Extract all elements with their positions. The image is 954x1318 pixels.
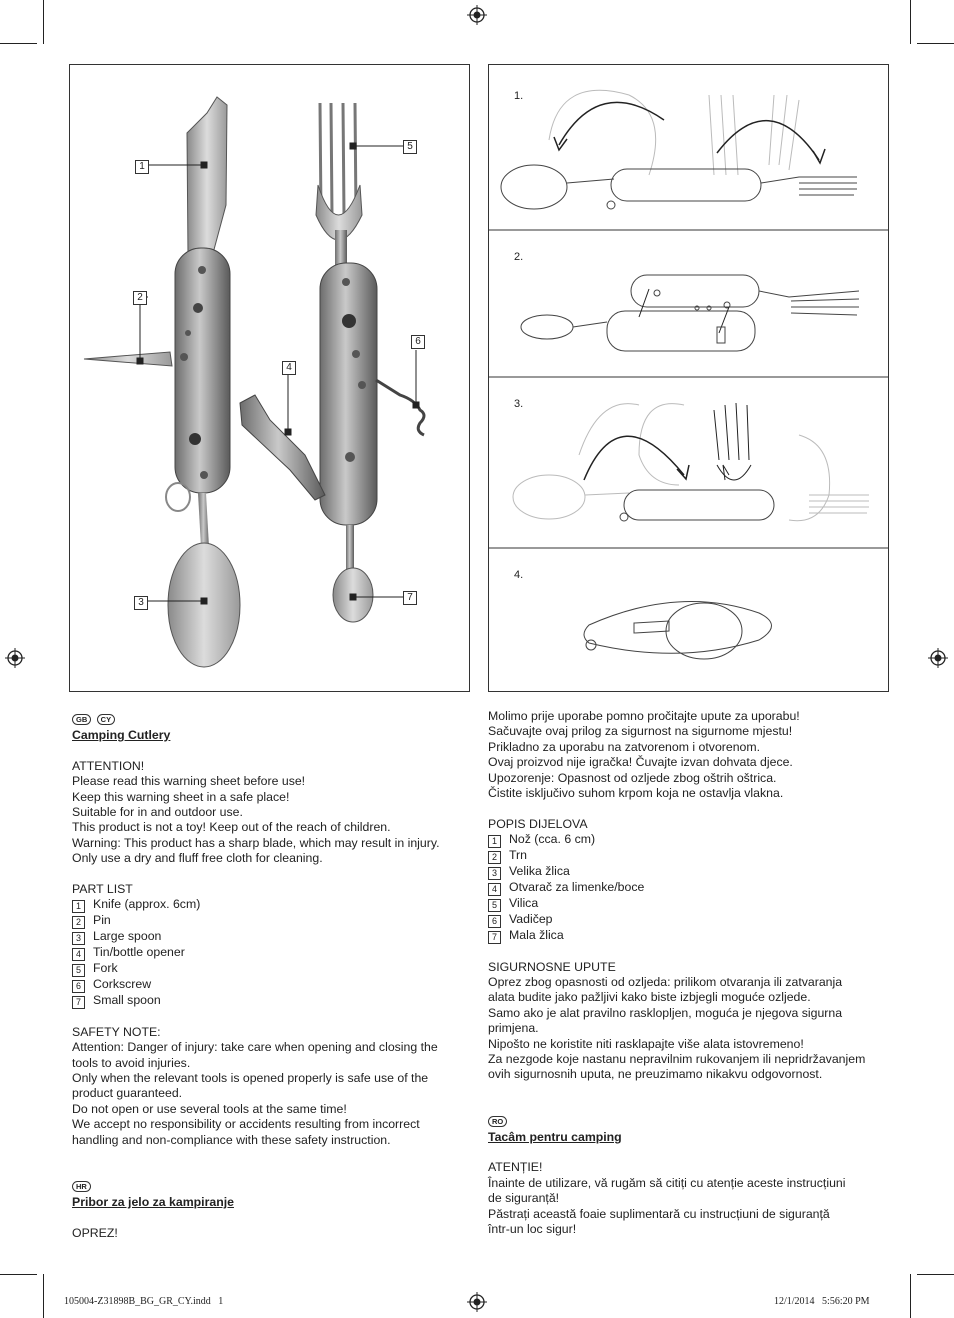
part-list-item: 5 Vilica <box>488 896 888 912</box>
part-list-item: 6 Corkscrew <box>72 977 467 993</box>
step-label-4: 4. <box>514 569 524 581</box>
language-badge-cy: CY <box>97 714 115 725</box>
part-list-item: 3 Large spoon <box>72 929 467 945</box>
callout-4: 4 <box>282 361 296 375</box>
crop-mark <box>917 43 954 44</box>
footer-date: 12/1/2014 5:56:20 PM <box>774 1296 870 1307</box>
crop-mark <box>917 1274 954 1275</box>
part-list-item: 3 Velika žlica <box>488 864 888 880</box>
part-list-item: 5 Fork <box>72 961 467 977</box>
language-badge-hr: HR <box>72 1181 91 1192</box>
step-label-1: 1. <box>514 90 524 102</box>
text-line: Keep this warning sheet in a safe place! <box>72 789 290 804</box>
registration-mark-icon <box>928 648 948 668</box>
language-badge-gb: GB <box>72 714 91 725</box>
text-line: Sačuvajte ovaj prilog za sigurnost na sigurnome mjestu! <box>488 724 793 739</box>
safety-heading: SIGURNOSNE UPUTE <box>488 959 616 974</box>
text-line: ovih sigurnosnih uputa, ne preuzimamo nikakvu odgovornost. <box>488 1067 823 1082</box>
text-line: Suitable for in and outdoor use. <box>72 805 243 820</box>
crop-mark <box>0 43 37 44</box>
text-line: Only use a dry and fluff free cloth for cleaning. <box>72 851 323 866</box>
text-line: OPREZ! <box>72 1225 118 1240</box>
callout-1: 1 <box>135 160 149 174</box>
text-line: Only when the relevant tools is opened properly is safe use of the <box>72 1071 429 1086</box>
text-column-right <box>488 709 888 1237</box>
crop-mark <box>910 0 911 44</box>
safety-heading: SAFETY NOTE: <box>72 1024 161 1039</box>
text-line: handling and non-compliance with these safety instruction. <box>72 1132 391 1147</box>
text-line: ATTENTION! <box>72 758 145 773</box>
language-badges-ro <box>488 1114 888 1130</box>
product-photo-panel <box>69 64 470 692</box>
part-list-item: 1 Nož (cca. 6 cm) <box>488 832 888 848</box>
text-line: We accept no responsibility or accidents resulting from incorrect <box>72 1117 420 1132</box>
text-line: Ovaj proizvod nije igračka! Čuvajte izvan dohvata djece. <box>488 755 793 770</box>
language-badges-hr <box>72 1179 467 1195</box>
crop-mark <box>910 1274 911 1318</box>
callout-2: 2 <box>133 291 147 305</box>
step-label-2: 2. <box>514 251 524 263</box>
text-line: de siguranță! <box>488 1191 560 1206</box>
text-line: Čistite isključivo suhom krpom koja ne ostavlja vlakna. <box>488 786 784 801</box>
callout-6: 6 <box>411 335 425 349</box>
text-line: într-un loc sigur! <box>488 1222 577 1237</box>
part-list-item: 7 Mala žlica <box>488 928 888 944</box>
text-line: Samo ako je alat pravilno rasklopljen, moguća je njegova sigurna <box>488 1005 843 1020</box>
text-line: primjena. <box>488 1021 539 1036</box>
step-label-3: 3. <box>514 398 524 410</box>
text-line: Prikladno za uporabu na zatvorenom i otvorenom. <box>488 739 761 754</box>
crop-mark <box>43 0 44 44</box>
language-badges-gb-cy <box>72 712 467 728</box>
text-line: Înainte de utilizare, vă rugăm să citiți cu atenție aceste instrucțiuni <box>488 1175 846 1190</box>
crop-mark <box>43 1274 44 1318</box>
footer-file-name: 105004-Z31898B_BG_GR_CY.indd 1 <box>64 1296 224 1307</box>
part-list-item: 2 Trn <box>488 848 888 864</box>
text-line: Molimo prije uporabe pomno pročitajte upute za uporabu! <box>488 709 800 723</box>
text-line: product guaranteed. <box>72 1086 183 1101</box>
callout-5: 5 <box>403 140 417 154</box>
part-list-item: 4 Otvarač za limenke/boce <box>488 880 888 896</box>
registration-mark-icon <box>5 648 25 668</box>
text-line: Upozorenje: Opasnost od ozljede zbog oštrih oštrica. <box>488 770 777 785</box>
text-line: ATENȚIE! <box>488 1160 543 1175</box>
part-list-item: 4 Tin/bottle opener <box>72 945 467 961</box>
part-list-item: 6 Vadičep <box>488 912 888 928</box>
language-badge-ro: RO <box>488 1116 507 1127</box>
text-column-left <box>72 712 467 1241</box>
text-line: tools to avoid injuries. <box>72 1055 191 1070</box>
section-title-ro: Tacâm pentru camping <box>488 1129 622 1144</box>
callout-7: 7 <box>403 591 417 605</box>
part-list-item: 7 Small spoon <box>72 993 467 1009</box>
text-line: alata budite jako pažljivi kako biste izbjegli moguće ozljede. <box>488 990 811 1005</box>
part-list-item: 2 Pin <box>72 913 467 929</box>
registration-mark-icon <box>467 5 487 25</box>
text-line: Warning: This product has a sharp blade, which may result in injury. <box>72 835 440 850</box>
text-line: Please read this warning sheet before use! <box>72 774 306 789</box>
text-line: Do not open or use several tools at the same time! <box>72 1101 347 1116</box>
part-list-heading: POPIS DIJELOVA <box>488 816 588 831</box>
text-line: Păstrați această foaie suplimentară cu instrucțiuni de siguranță <box>488 1206 830 1221</box>
text-line: Za nezgode koje nastanu nepravilnim rukovanjem ili nepridržavanjem <box>488 1052 866 1067</box>
part-list-heading: PART LIST <box>72 882 133 897</box>
folding-steps-illustration <box>489 65 888 691</box>
text-line: Nipošto ne koristite niti rasklapajte više alata istovremeno! <box>488 1036 804 1051</box>
section-title-gb: Camping Cutlery <box>72 728 171 742</box>
callout-3: 3 <box>134 596 148 610</box>
text-line: Attention: Danger of injury: take care when opening and closing the <box>72 1040 438 1055</box>
section-title-hr: Pribor za jelo za kampiranje <box>72 1194 234 1209</box>
crop-mark <box>0 1274 37 1275</box>
text-line: Oprez zbog opasnosti od ozljeda: prilikom otvaranja ili zatvaranja <box>488 975 843 990</box>
part-list-item: 1 Knife (approx. 6cm) <box>72 897 467 913</box>
registration-mark-icon <box>467 1292 487 1312</box>
steps-panel <box>488 64 889 692</box>
text-line: This product is not a toy! Keep out of the reach of children. <box>72 820 391 835</box>
